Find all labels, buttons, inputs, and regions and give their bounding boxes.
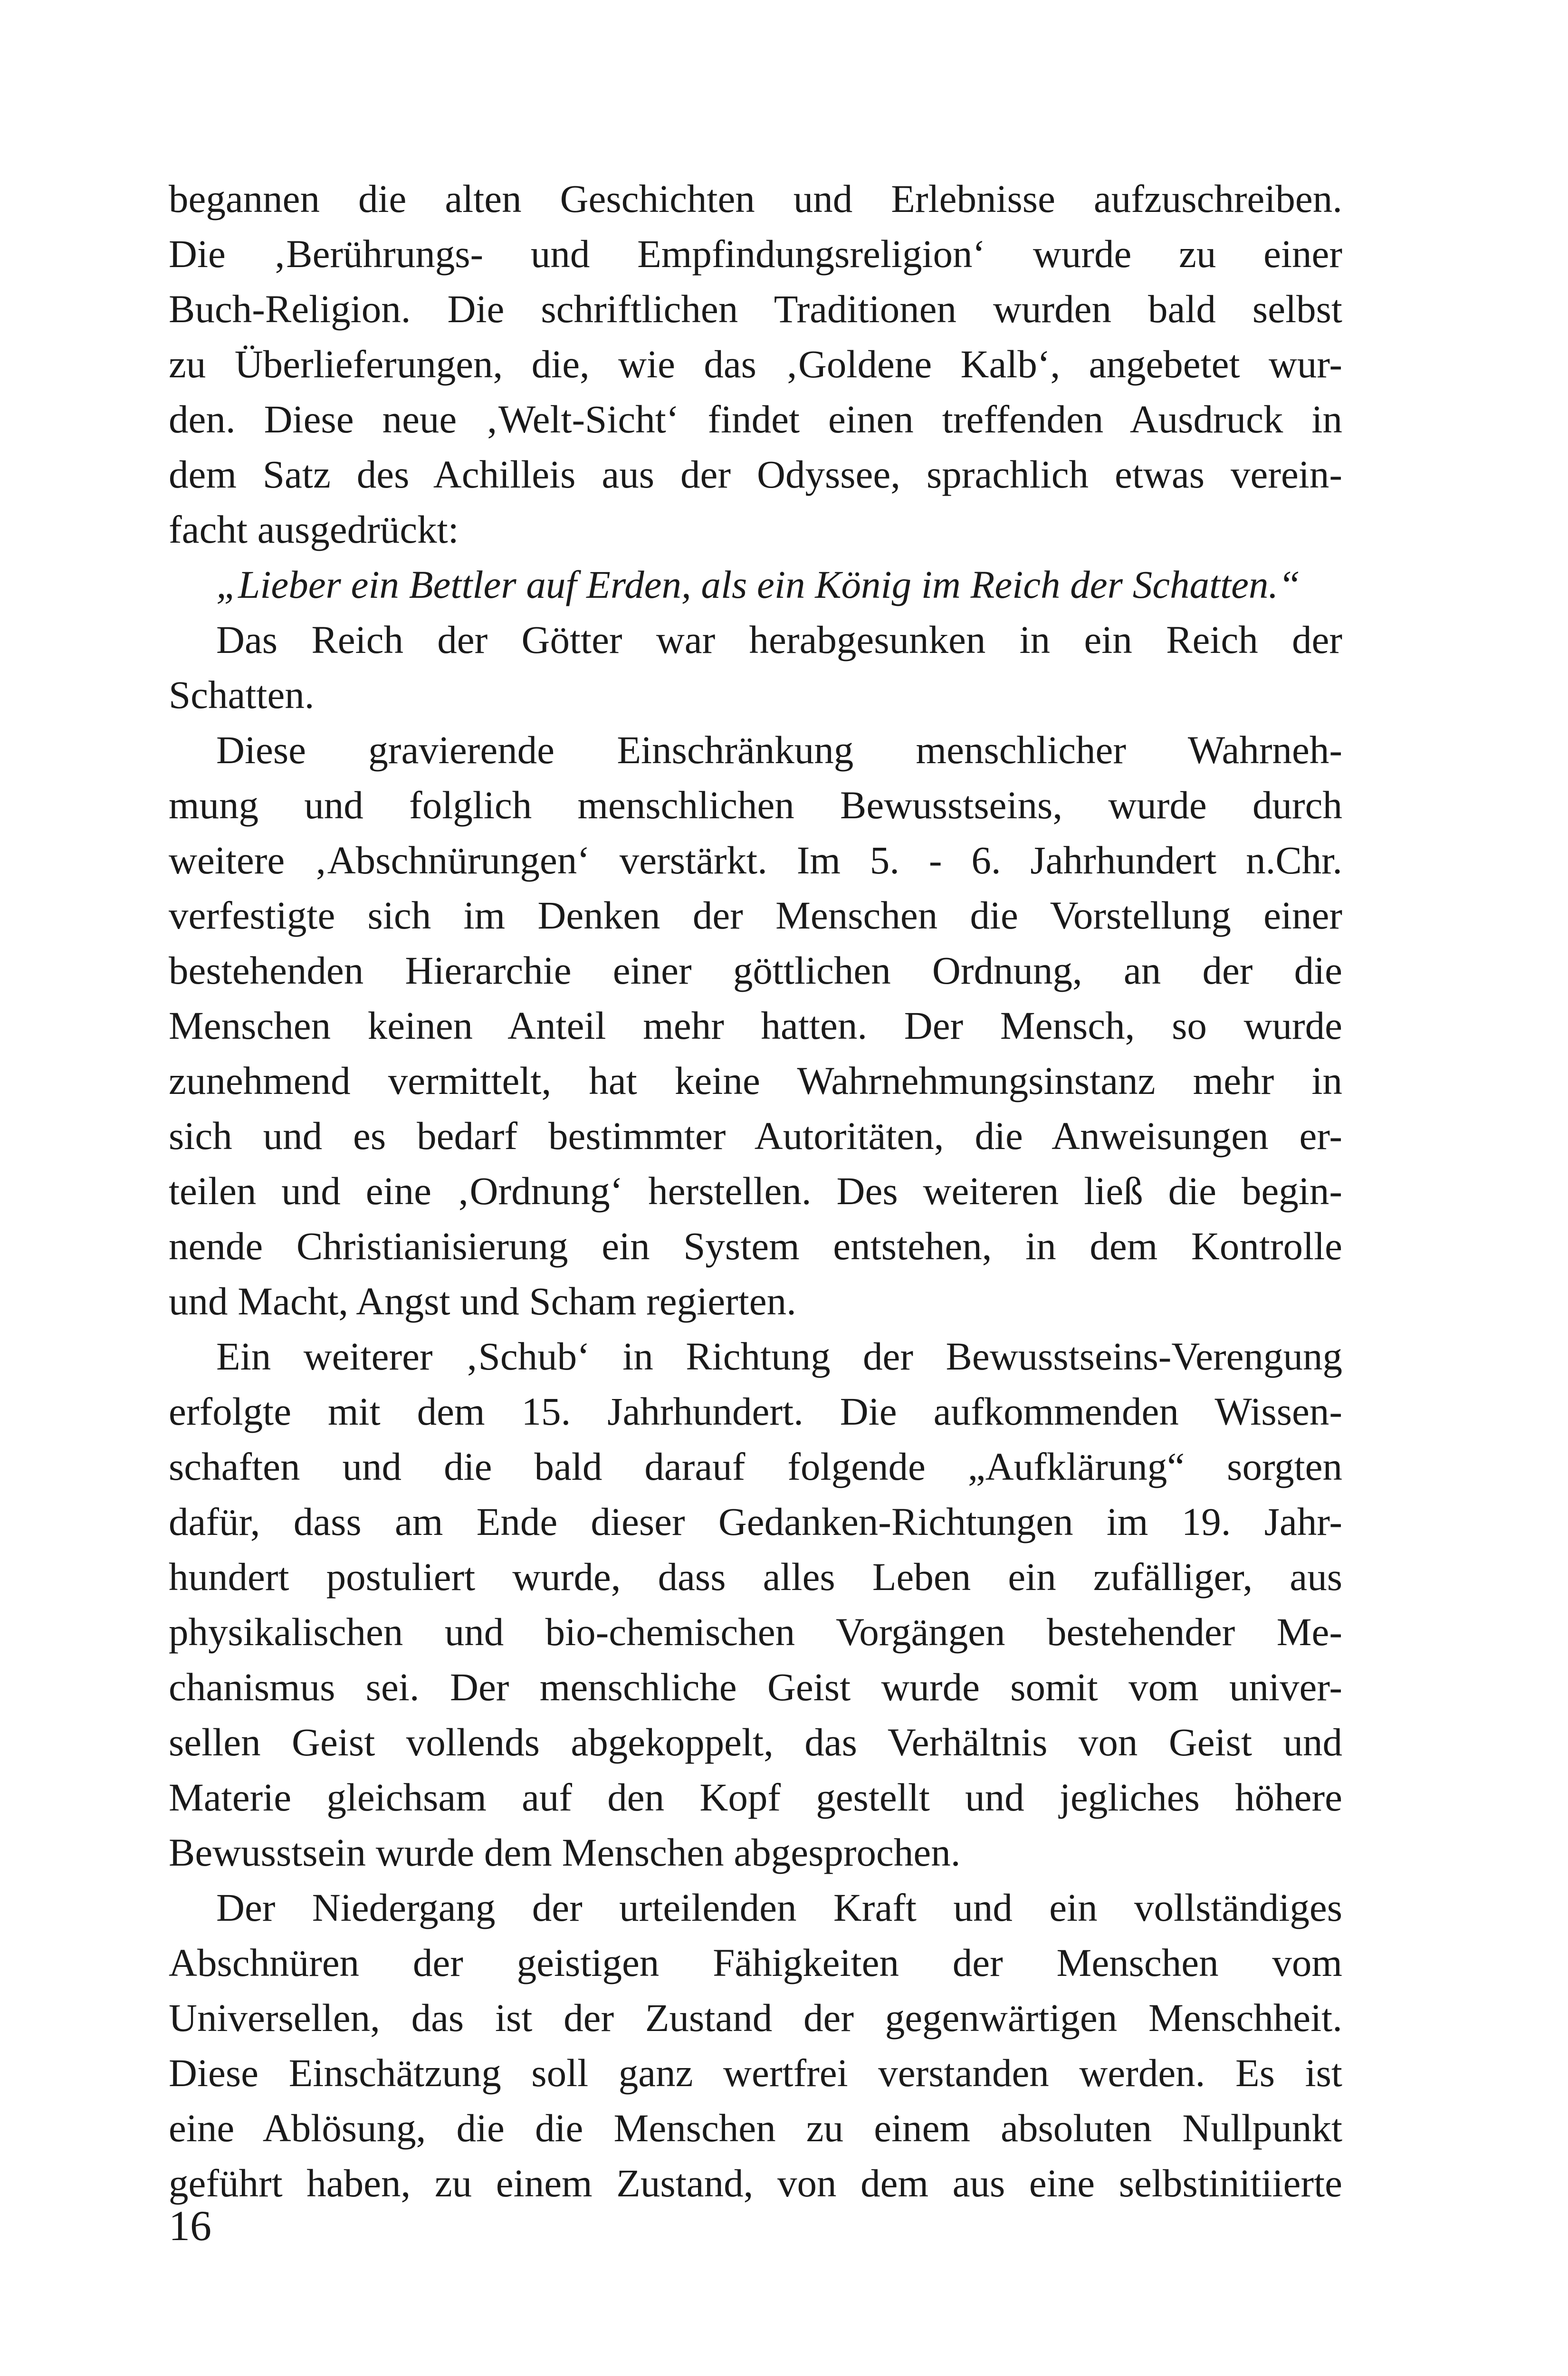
text-line: Abschnüren der geistigen Fähigkeiten der Menschen vom <box>169 1941 1342 1984</box>
text-line: teilen und eine ‚Ordnung‘ herstellen. Des weiteren ließ die begin- <box>169 1169 1342 1213</box>
text-line: Diese gravierende Einschränkung menschlicher Wahrneh- <box>216 728 1342 772</box>
text-line: Die ‚Berührungs- und Empfindungsreligion‘ wurde zu einer <box>169 232 1342 276</box>
text-line: und Macht, Angst und Scham regierten. <box>169 1279 796 1323</box>
text-line: Buch-Religion. Die schriftlichen Traditionen wurden bald selbst <box>169 287 1342 331</box>
text-line: Diese Einschätzung soll ganz wertfrei verstanden werden. Es ist <box>169 2051 1342 2095</box>
text-line: erfolgte mit dem 15. Jahrhundert. Die aufkommenden Wissen- <box>169 1389 1342 1433</box>
text-line: bestehenden Hierarchie einer göttlichen Ordnung, an der die <box>169 948 1342 992</box>
text-line: den. Diese neue ‚Welt-Sicht‘ findet einen treffenden Ausdruck in <box>169 397 1342 441</box>
text-line: geführt haben, zu einem Zustand, von dem aus eine selbstinitiierte <box>169 2161 1342 2205</box>
text-line: Menschen keinen Anteil mehr hatten. Der Mensch, so wurde <box>169 1004 1342 1047</box>
text-line: weitere ‚Abschnürungen‘ verstärkt. Im 5. - 6. Jahrhundert n.Chr. <box>169 838 1342 882</box>
text-line: begannen die alten Geschichten und Erlebnisse aufzuschreiben. <box>169 177 1342 220</box>
text-line: hundert postuliert wurde, dass alles Leben ein zufälliger, aus <box>169 1555 1342 1599</box>
text-line: Ein weiterer ‚Schub‘ in Richtung der Bewusstseins-Verengung <box>216 1334 1342 1378</box>
text-line: dem Satz des Achilleis aus der Odyssee, sprachlich etwas verein- <box>169 452 1342 496</box>
text-line: Bewusstsein wurde dem Menschen abgesprochen. <box>169 1830 961 1874</box>
block-quote-line: „Lieber ein Bettler auf Erden, als ein König im Reich der Schatten.“ <box>216 563 1300 606</box>
text-line: Materie gleichsam auf den Kopf gestellt und jegliches höhere <box>169 1775 1342 1819</box>
text-line: sellen Geist vollends abgekoppelt, das Verhältnis von Geist und <box>169 1720 1342 1764</box>
text-line: zunehmend vermittelt, hat keine Wahrnehmungsinstanz mehr in <box>169 1059 1342 1102</box>
text-line: verfestigte sich im Denken der Menschen die Vorstellung einer <box>169 893 1342 937</box>
body-text <box>169 171 1342 2309</box>
text-line: eine Ablösung, die die Menschen zu einem absoluten Nullpunkt <box>169 2106 1342 2150</box>
text-line: Das Reich der Götter war herabgesunken in ein Reich der <box>216 618 1342 661</box>
page-number: 16 <box>169 2203 211 2250</box>
text-line: physikalischen und bio-chemischen Vorgängen bestehender Me- <box>169 1610 1342 1654</box>
text-line: facht ausgedrückt: <box>169 508 459 551</box>
text-line: Schatten. <box>169 673 315 717</box>
text-line: nende Christianisierung ein System entstehen, in dem Kontrolle <box>169 1224 1342 1268</box>
text-line: sich und es bedarf bestimmter Autoritäten, die Anweisungen er- <box>169 1114 1342 1158</box>
text-line: schaften und die bald darauf folgende „Aufklärung“ sorgten <box>169 1445 1342 1488</box>
text-line: mung und folglich menschlichen Bewusstseins, wurde durch <box>169 783 1342 827</box>
text-line: Der Niedergang der urteilenden Kraft und ein vollständiges <box>216 1886 1342 1929</box>
text-line: Universellen, das ist der Zustand der gegenwärtigen Menschheit. <box>169 1996 1342 2040</box>
text-line: dafür, dass am Ende dieser Gedanken-Richtungen im 19. Jahr- <box>169 1500 1342 1543</box>
text-line: zu Überlieferungen, die, wie das ‚Goldene Kalb‘, angebetet wur- <box>169 342 1342 386</box>
text-line: chanismus sei. Der menschliche Geist wurde somit vom univer- <box>169 1665 1342 1709</box>
